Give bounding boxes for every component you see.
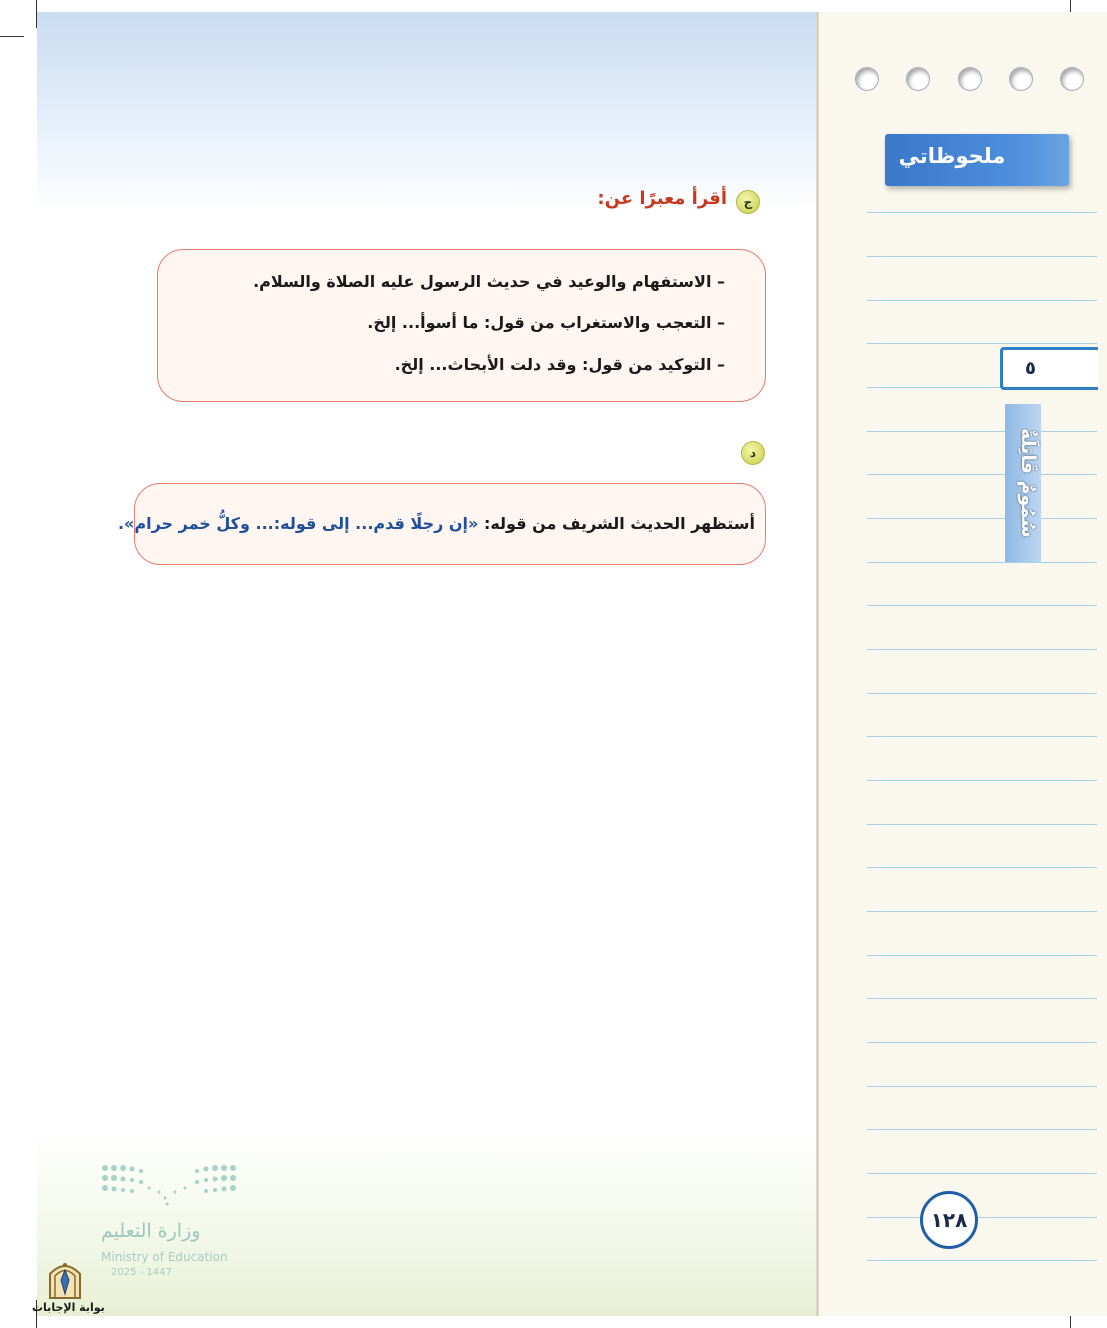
note-line [867, 693, 1097, 694]
binder-hole [855, 67, 879, 91]
notes-tab [885, 134, 1069, 186]
note-line [867, 780, 1097, 781]
section-d-prompt: أستظهر الحديث الشريف من قوله: [483, 514, 755, 533]
ministry-name-arabic: وزارة التعليم [101, 1220, 201, 1242]
note-line [867, 343, 1097, 344]
note-line [867, 649, 1097, 650]
main-content [37, 12, 816, 1316]
section-c-heading: أقرأ معبرًا عن: [597, 188, 727, 209]
unit-title-ribbon [1005, 404, 1041, 562]
section-c-line-3: – التوكيد من قول: وقد دلت الأبحاث... إلخ. [394, 355, 725, 374]
note-line [867, 300, 1097, 301]
unit-title: سُمُومٌ قَاتِلَةٌ [1017, 428, 1039, 538]
note-line [867, 1217, 1097, 1218]
note-line [867, 431, 1097, 432]
note-line [867, 911, 1097, 912]
answers-portal-watermark: بوابة الإجابات [32, 1301, 105, 1314]
note-line [867, 998, 1097, 999]
binder-hole [958, 67, 982, 91]
note-line [867, 605, 1097, 606]
note-line [867, 736, 1097, 737]
binder-hole [1009, 67, 1033, 91]
section-c-box [157, 249, 766, 402]
note-line [867, 518, 1097, 519]
note-line [867, 474, 1097, 475]
note-line [867, 562, 1097, 563]
note-line [867, 256, 1097, 257]
binder-hole [906, 67, 930, 91]
note-line [867, 955, 1097, 956]
note-line [867, 212, 1097, 213]
note-line [867, 867, 1097, 868]
hadith-quote: «إن رجلًا قدم... إلى قوله:... وكلُّ خمر حرام». [117, 514, 479, 533]
note-line [867, 824, 1097, 825]
page-number: ١٢٨ [920, 1191, 978, 1249]
section-c-line-2: – التعجب والاستغراب من قول: ما أسوأ... إلخ. [367, 313, 725, 332]
ministry-year: 2025 - 1447 [111, 1267, 172, 1278]
unit-number: ٥ [1025, 358, 1036, 379]
section-d-badge: د [741, 441, 765, 465]
section-d-box [117, 483, 766, 565]
answers-portal-logo-icon [44, 1256, 86, 1300]
section-c-line-1: – الاستفهام والوعيد في حديث الرسول عليه الصلاة والسلام. [253, 272, 725, 291]
note-line [867, 1173, 1097, 1174]
ministry-logo-icon [99, 1162, 239, 1212]
notes-sidebar [816, 12, 1107, 1316]
unit-number-box [1000, 347, 1098, 390]
note-line [867, 1260, 1097, 1261]
note-line [867, 1042, 1097, 1043]
crop-mark [0, 36, 24, 37]
note-line [867, 1129, 1097, 1130]
note-line [867, 1086, 1097, 1087]
section-d-text [118, 514, 755, 533]
section-c-badge: ج [736, 190, 760, 214]
binder-hole [1060, 67, 1084, 91]
ministry-name-english: Ministry of Education [101, 1250, 228, 1264]
notes-tab-label: ملحوظاتي [898, 144, 1006, 168]
